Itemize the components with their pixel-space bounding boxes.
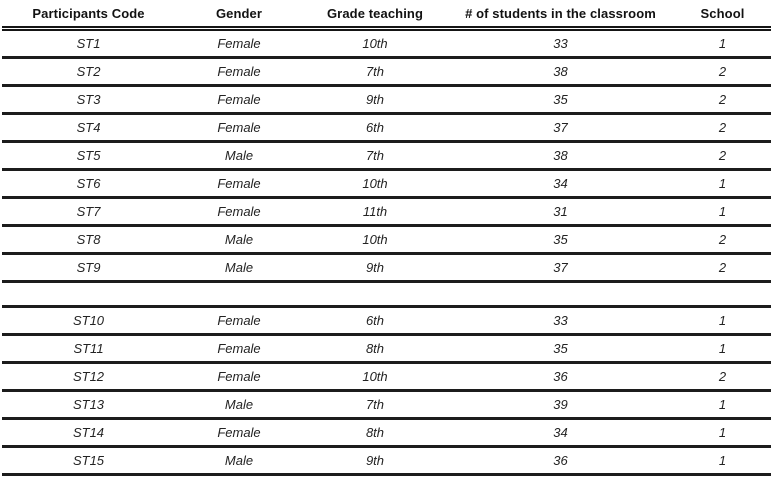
cell-students: 33 <box>553 36 568 51</box>
table-row <box>2 198 771 226</box>
cell-school: 2 <box>718 120 727 135</box>
cell-grade: 9th <box>365 260 385 275</box>
cell-students: 35 <box>553 92 568 107</box>
cell-school: 1 <box>718 204 727 219</box>
cell-grade: 6th <box>365 313 385 328</box>
cell-grade: 8th <box>365 425 385 440</box>
cell-code: ST2 <box>76 64 101 79</box>
cell-gender: Male <box>224 260 254 275</box>
table-body <box>2 29 771 475</box>
cell-students: 36 <box>553 453 568 468</box>
cell-grade: 7th <box>365 64 385 79</box>
cell-students: 37 <box>553 120 568 135</box>
cell-code: ST10 <box>72 313 105 328</box>
table-row <box>2 58 771 86</box>
cell-code: ST11 <box>73 341 104 356</box>
cell-gender: Female <box>217 425 261 440</box>
cell-grade: 10th <box>362 232 388 247</box>
cell-school: 1 <box>718 36 727 51</box>
cell-grade: 7th <box>365 397 385 412</box>
cell-students: 33 <box>553 313 568 328</box>
table-row <box>2 254 771 282</box>
cell-code: ST15 <box>72 453 105 468</box>
column-header: # of students in the classroom <box>465 5 656 21</box>
cell-code: ST12 <box>72 369 105 384</box>
cell-students: 38 <box>553 64 568 79</box>
table-row <box>2 86 771 114</box>
cell-gender: Female <box>217 369 261 384</box>
cell-grade: 11th <box>362 204 388 219</box>
cell-gender: Male <box>224 148 254 163</box>
cell-code: ST5 <box>76 148 101 163</box>
table-row <box>2 447 771 475</box>
cell-school: 1 <box>718 453 727 468</box>
cell-gender: Female <box>217 176 261 191</box>
table-row <box>2 114 771 142</box>
cell-code: ST6 <box>76 176 101 191</box>
cell-code: ST4 <box>76 120 101 135</box>
group-spacer-row <box>2 282 771 307</box>
cell-grade: 9th <box>365 92 385 107</box>
cell-school: 2 <box>718 92 727 107</box>
cell-students: 37 <box>553 260 568 275</box>
table-row <box>2 391 771 419</box>
table-row <box>2 142 771 170</box>
cell-school: 2 <box>718 260 727 275</box>
cell-gender: Female <box>217 204 261 219</box>
cell-gender: Male <box>224 397 254 412</box>
cell-grade: 10th <box>362 176 388 191</box>
cell-code: ST13 <box>72 397 105 412</box>
cell-grade: 7th <box>365 148 385 163</box>
cell-students: 35 <box>553 341 568 356</box>
cell-students: 31 <box>553 204 568 219</box>
cell-school: 2 <box>718 369 727 384</box>
cell-school: 2 <box>718 148 727 163</box>
cell-gender: Female <box>217 92 261 107</box>
cell-gender: Female <box>217 36 261 51</box>
cell-code: ST7 <box>76 204 101 219</box>
cell-gender: Male <box>224 453 254 468</box>
cell-gender: Female <box>217 64 261 79</box>
cell-school: 1 <box>718 341 727 356</box>
participants-table <box>2 0 771 476</box>
cell-students: 36 <box>553 369 568 384</box>
cell-gender: Female <box>217 341 261 356</box>
cell-code: ST1 <box>76 36 101 51</box>
table-row <box>2 419 771 447</box>
cell-students: 35 <box>553 232 568 247</box>
cell-school: 1 <box>718 425 727 440</box>
table-row <box>2 335 771 363</box>
cell-gender: Male <box>224 232 254 247</box>
table-row <box>2 363 771 391</box>
table-row <box>2 307 771 335</box>
cell-code: ST8 <box>76 232 101 247</box>
cell-grade: 6th <box>365 120 385 135</box>
column-header: Participants Code <box>32 5 145 21</box>
cell-grade: 8th <box>365 341 385 356</box>
cell-code: ST3 <box>76 92 101 107</box>
cell-grade: 10th <box>362 369 388 384</box>
column-header: School <box>700 5 745 21</box>
cell-school: 2 <box>718 232 727 247</box>
cell-students: 39 <box>553 397 568 412</box>
header-row <box>2 0 771 29</box>
cell-gender: Female <box>217 313 261 328</box>
cell-grade: 10th <box>362 36 388 51</box>
cell-school: 2 <box>718 64 727 79</box>
cell-students: 38 <box>553 148 568 163</box>
column-header: Gender <box>215 5 263 21</box>
table-row <box>2 226 771 254</box>
table-row <box>2 170 771 198</box>
cell-school: 1 <box>718 313 727 328</box>
column-header: Grade teaching <box>326 5 424 21</box>
table-row <box>2 29 771 58</box>
cell-school: 1 <box>718 397 727 412</box>
cell-gender: Female <box>217 120 261 135</box>
cell-school: 1 <box>718 176 727 191</box>
spacer-cell <box>2 282 771 307</box>
cell-grade: 9th <box>365 453 385 468</box>
cell-students: 34 <box>553 425 568 440</box>
cell-students: 34 <box>553 176 568 191</box>
cell-code: ST9 <box>76 260 101 275</box>
cell-code: ST14 <box>72 425 105 440</box>
